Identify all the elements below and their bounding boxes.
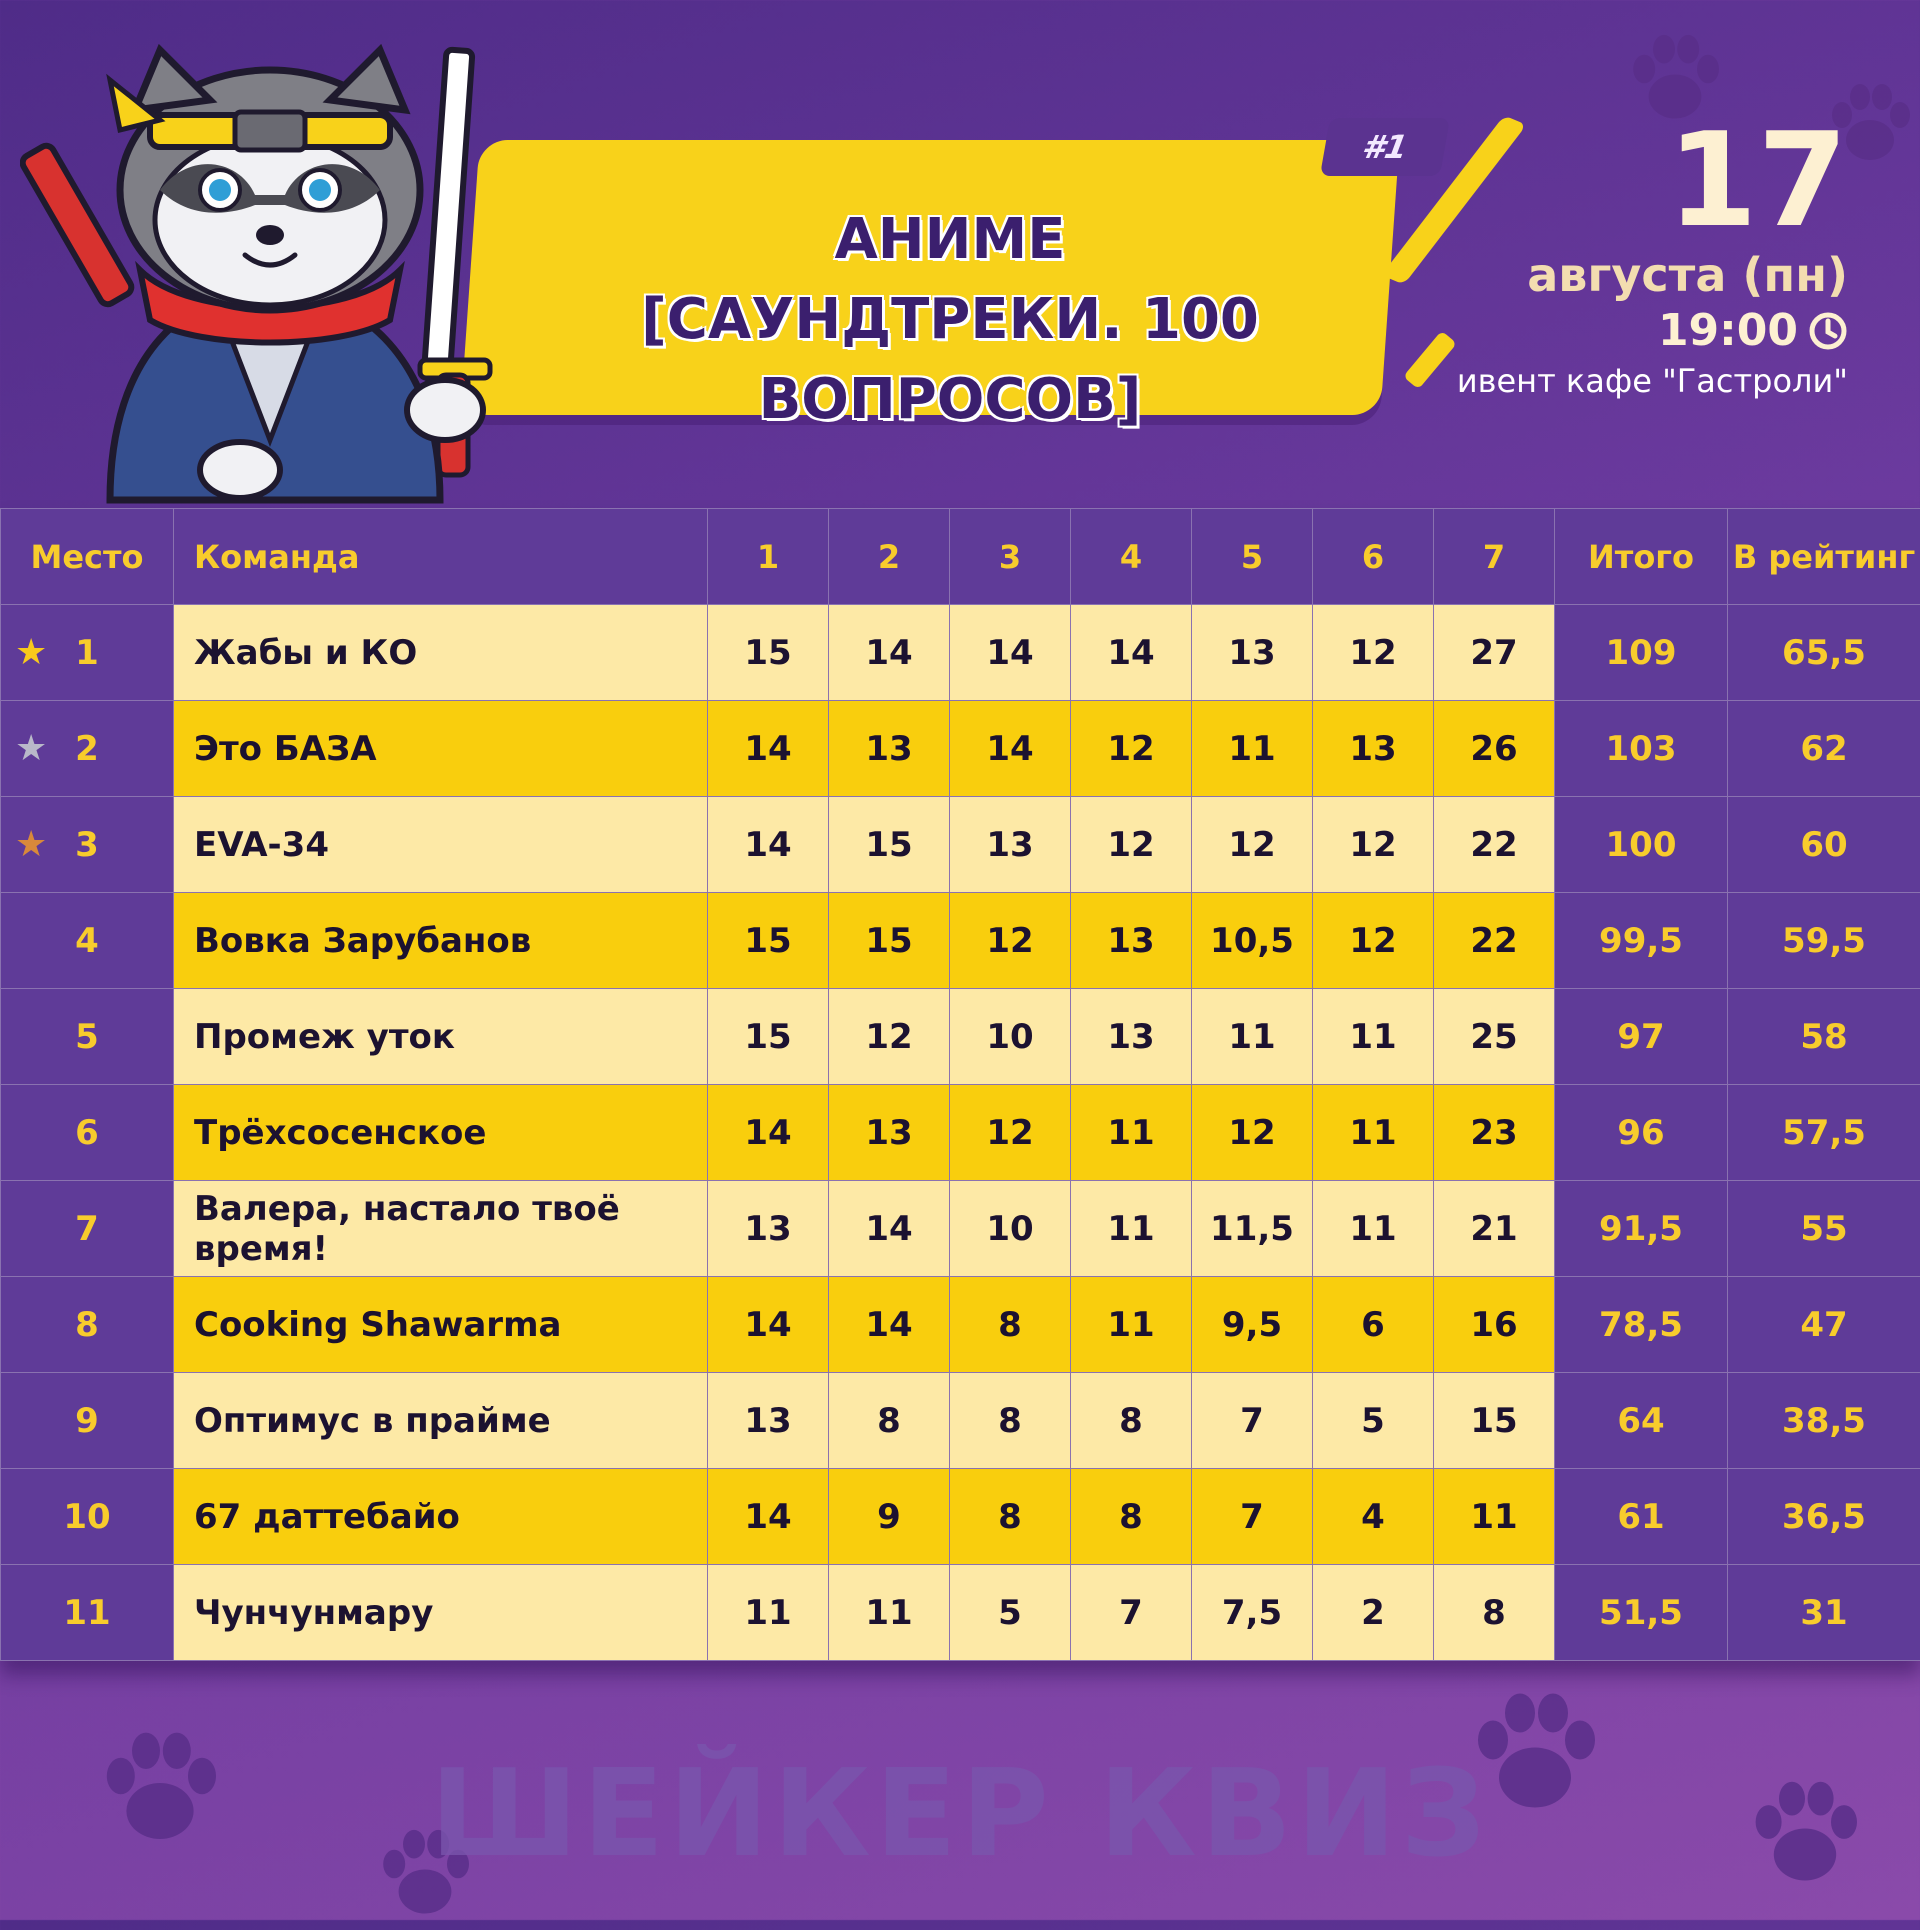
team-name: 67 даттебайо [174,1469,708,1565]
team-name: Оптимус в прайме [174,1373,708,1469]
brand-logo: ШЕЙКЕР КВИЗ [0,1745,1920,1884]
date-month: августа (пн) [1527,248,1848,302]
place-cell [1,989,174,1085]
round-2-score: 15 [829,797,950,893]
banner-accent [1403,331,1457,390]
table-row [1,605,1920,701]
round-6-score: 11 [1313,1085,1434,1181]
game-number-badge: #1 [1320,118,1450,176]
table-row [1,1277,1920,1373]
round-4-score: 8 [1071,1469,1192,1565]
round-4-score: 12 [1071,701,1192,797]
round-7-score: 16 [1434,1277,1555,1373]
round-2-score: 9 [829,1469,950,1565]
bronze-star-icon: ★ [15,827,47,863]
round-4-score: 11 [1071,1085,1192,1181]
header-total: Итого [1555,509,1728,605]
round-5-score: 7,5 [1192,1565,1313,1661]
round-5-score: 11 [1192,989,1313,1085]
place-cell [1,1469,174,1565]
round-3-score: 8 [950,1373,1071,1469]
round-5-score: 12 [1192,1085,1313,1181]
rating-score: 38,5 [1728,1373,1920,1469]
total-score: 103 [1555,701,1728,797]
header-round-4: 4 [1071,509,1192,605]
total-score: 64 [1555,1373,1728,1469]
rating-score: 60 [1728,797,1920,893]
place-cell [1,1085,174,1181]
round-7-score: 8 [1434,1565,1555,1661]
round-7-score: 22 [1434,797,1555,893]
round-1-score: 13 [708,1373,829,1469]
round-3-score: 10 [950,989,1071,1085]
rating-score: 62 [1728,701,1920,797]
rating-score: 55 [1728,1181,1920,1277]
total-score: 97 [1555,989,1728,1085]
samurai-raccoon-mascot [20,20,520,510]
rating-score: 59,5 [1728,893,1920,989]
place-cell [1,1277,174,1373]
place-number: 11 [63,1593,110,1633]
table-row [1,1373,1920,1469]
team-name: Трёхсосенское [174,1085,708,1181]
team-name: Жабы и КО [174,605,708,701]
header-round-7: 7 [1434,509,1555,605]
header-rating: В рейтинг [1728,509,1920,605]
place-cell [1,1565,174,1661]
round-7-score: 15 [1434,1373,1555,1469]
total-score: 100 [1555,797,1728,893]
round-5-score: 7 [1192,1469,1313,1565]
time-text: 19:00 [1658,305,1798,356]
round-3-score: 12 [950,1085,1071,1181]
round-6-score: 6 [1313,1277,1434,1373]
round-7-score: 22 [1434,893,1555,989]
total-score: 51,5 [1555,1565,1728,1661]
round-3-score: 14 [950,605,1071,701]
round-3-score: 8 [950,1469,1071,1565]
round-1-score: 14 [708,1469,829,1565]
team-name: EVA-34 [174,797,708,893]
table-row [1,1469,1920,1565]
team-name: Это БАЗА [174,701,708,797]
round-6-score: 2 [1313,1565,1434,1661]
header-round-6: 6 [1313,509,1434,605]
round-4-score: 11 [1071,1277,1192,1373]
round-6-score: 11 [1313,989,1434,1085]
results-table [0,508,1920,1661]
round-7-score: 26 [1434,701,1555,797]
place-cell [1,701,174,797]
round-3-score: 8 [950,1277,1071,1373]
round-2-score: 14 [829,1181,950,1277]
round-2-score: 14 [829,605,950,701]
table-row [1,893,1920,989]
team-name: Промеж уток [174,989,708,1085]
round-4-score: 13 [1071,893,1192,989]
round-5-score: 7 [1192,1373,1313,1469]
place-number: 8 [75,1305,99,1345]
round-7-score: 21 [1434,1181,1555,1277]
round-2-score: 13 [829,701,950,797]
team-name: Cooking Shawarma [174,1277,708,1373]
place-number: 7 [75,1209,99,1249]
round-1-score: 14 [708,797,829,893]
table-row [1,989,1920,1085]
place-number: 6 [75,1113,99,1153]
round-6-score: 4 [1313,1469,1434,1565]
round-1-score: 14 [708,1085,829,1181]
total-score: 78,5 [1555,1277,1728,1373]
round-5-score: 11 [1192,701,1313,797]
round-2-score: 8 [829,1373,950,1469]
place-number: 2 [75,729,99,769]
round-1-score: 15 [708,605,829,701]
round-2-score: 14 [829,1277,950,1373]
total-score: 99,5 [1555,893,1728,989]
team-name: Вовка Зарубанов [174,893,708,989]
rating-score: 36,5 [1728,1469,1920,1565]
table-row [1,1565,1920,1661]
round-7-score: 25 [1434,989,1555,1085]
header-round-3: 3 [950,509,1071,605]
round-5-score: 9,5 [1192,1277,1313,1373]
place-cell [1,605,174,701]
round-7-score: 27 [1434,605,1555,701]
round-1-score: 15 [708,893,829,989]
rating-score: 57,5 [1728,1085,1920,1181]
place-number: 4 [75,921,99,961]
round-4-score: 11 [1071,1181,1192,1277]
silver-star-icon: ★ [15,731,47,767]
round-4-score: 8 [1071,1373,1192,1469]
table-row [1,701,1920,797]
round-1-score: 14 [708,1277,829,1373]
round-6-score: 11 [1313,1181,1434,1277]
gold-star-icon: ★ [15,635,47,671]
header-round-1: 1 [708,509,829,605]
round-2-score: 12 [829,989,950,1085]
clock-icon [1808,311,1848,351]
round-2-score: 15 [829,893,950,989]
table-row [1,1181,1920,1277]
round-2-score: 13 [829,1085,950,1181]
total-score: 96 [1555,1085,1728,1181]
round-3-score: 10 [950,1181,1071,1277]
place-number: 10 [63,1497,110,1537]
team-name: Чунчунмару [174,1565,708,1661]
round-6-score: 12 [1313,797,1434,893]
place-number: 9 [75,1401,99,1441]
round-4-score: 7 [1071,1565,1192,1661]
header-place: Место [1,509,174,605]
title-line-1: АНИМЕ [520,200,1380,280]
game-title [520,200,1380,440]
total-score: 61 [1555,1469,1728,1565]
title-line-2: [САУНДТРЕКИ. 100 ВОПРОСОВ] [520,280,1380,440]
round-3-score: 13 [950,797,1071,893]
round-4-score: 12 [1071,797,1192,893]
round-7-score: 23 [1434,1085,1555,1181]
place-number: 3 [75,825,99,865]
place-cell [1,1181,174,1277]
event-time [1658,305,1848,356]
table-row [1,797,1920,893]
venue-name: ивент кафе "Гастроли" [1457,362,1848,400]
team-name: Валера, настало твоё время! [174,1181,708,1277]
round-1-score: 15 [708,989,829,1085]
round-2-score: 11 [829,1565,950,1661]
total-score: 91,5 [1555,1181,1728,1277]
round-3-score: 5 [950,1565,1071,1661]
round-4-score: 14 [1071,605,1192,701]
round-5-score: 12 [1192,797,1313,893]
round-1-score: 14 [708,701,829,797]
place-number: 5 [75,1017,99,1057]
rating-score: 47 [1728,1277,1920,1373]
round-5-score: 11,5 [1192,1181,1313,1277]
table-header-row [1,509,1920,605]
header-round-5: 5 [1192,509,1313,605]
rating-score: 58 [1728,989,1920,1085]
date-day: 17 [1667,110,1848,250]
place-cell [1,893,174,989]
total-score: 109 [1555,605,1728,701]
round-4-score: 13 [1071,989,1192,1085]
round-1-score: 13 [708,1181,829,1277]
round-7-score: 11 [1434,1469,1555,1565]
round-1-score: 11 [708,1565,829,1661]
round-5-score: 13 [1192,605,1313,701]
round-6-score: 13 [1313,701,1434,797]
round-3-score: 12 [950,893,1071,989]
header-round-2: 2 [829,509,950,605]
round-6-score: 12 [1313,893,1434,989]
place-cell [1,797,174,893]
rating-score: 31 [1728,1565,1920,1661]
place-number: 1 [75,633,99,673]
round-3-score: 14 [950,701,1071,797]
round-6-score: 12 [1313,605,1434,701]
table-row [1,1085,1920,1181]
place-cell [1,1373,174,1469]
round-6-score: 5 [1313,1373,1434,1469]
rating-score: 65,5 [1728,605,1920,701]
round-5-score: 10,5 [1192,893,1313,989]
header-team: Команда [174,509,708,605]
